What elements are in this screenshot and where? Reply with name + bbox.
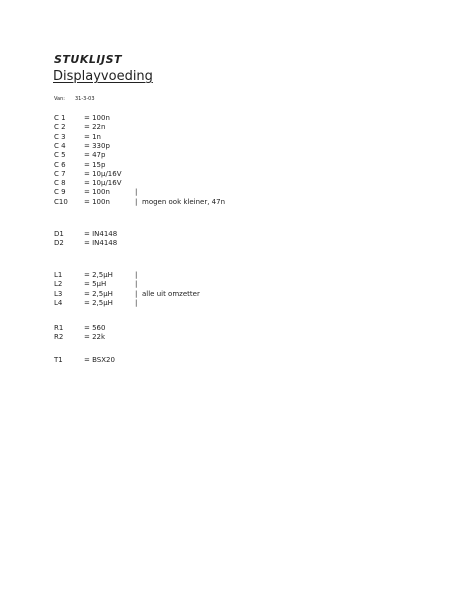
- part-value: = 100n: [84, 197, 110, 206]
- part-note: mogen ook kleiner, 47n: [142, 197, 226, 206]
- part-ref: C 7: [54, 169, 66, 178]
- part-value: = 1n: [84, 132, 101, 141]
- part-ref: C 9: [54, 188, 66, 197]
- group-bracket: |: [135, 188, 138, 197]
- part-ref: C 2: [54, 123, 66, 132]
- part-value: = 5µH: [84, 280, 107, 289]
- part-ref: C 8: [54, 179, 66, 188]
- part-ref: C 6: [54, 160, 66, 169]
- date-value: 31-3-03: [75, 96, 95, 102]
- part-value: = 2,5µH: [84, 271, 113, 279]
- date-label: Van:: [54, 96, 65, 102]
- part-ref: L4: [54, 298, 63, 307]
- part-ref: C 1: [54, 114, 66, 122]
- part-value: = 100n: [84, 188, 110, 197]
- part-ref: T1: [54, 356, 63, 364]
- group-bracket: |: [135, 271, 138, 279]
- part-ref: C 3: [54, 132, 66, 141]
- part-value: = 100n: [84, 114, 110, 122]
- part-ref: R2: [54, 333, 64, 342]
- part-ref: D2: [54, 239, 64, 248]
- part-ref: L3: [54, 289, 63, 298]
- part-ref: D1: [54, 230, 64, 238]
- group-bracket: |: [135, 298, 138, 307]
- part-value: = 15p: [84, 160, 106, 169]
- part-value: = 10µ/16V: [84, 179, 122, 188]
- part-value: = 2,5µH: [84, 298, 113, 307]
- part-value: = 22k: [84, 333, 106, 342]
- part-value: = 47p: [84, 151, 106, 160]
- part-ref: L1: [54, 271, 63, 279]
- part-value: = 560: [84, 324, 106, 332]
- part-value: = 2,5µH: [84, 289, 113, 298]
- group-bracket: |: [135, 289, 138, 298]
- group-bracket: |: [135, 197, 138, 206]
- document-title: STUKLIJST: [54, 53, 123, 66]
- group-bracket: |: [135, 280, 138, 289]
- part-ref: C10: [54, 197, 68, 206]
- part-value: = IN4148: [84, 230, 118, 238]
- part-note: alle uit omzetter: [142, 289, 200, 298]
- part-ref: L2: [54, 280, 63, 289]
- part-ref: C 4: [54, 141, 66, 150]
- part-value: = 330p: [84, 141, 110, 150]
- document-subtitle: Displayvoeding: [53, 69, 153, 84]
- part-value: = IN4148: [84, 239, 118, 248]
- part-ref: R1: [54, 324, 64, 332]
- part-ref: C 5: [54, 151, 66, 160]
- part-value: = 22n: [84, 123, 106, 132]
- part-value: = 10µ/16V: [84, 169, 122, 178]
- part-value: = BSX20: [84, 356, 115, 364]
